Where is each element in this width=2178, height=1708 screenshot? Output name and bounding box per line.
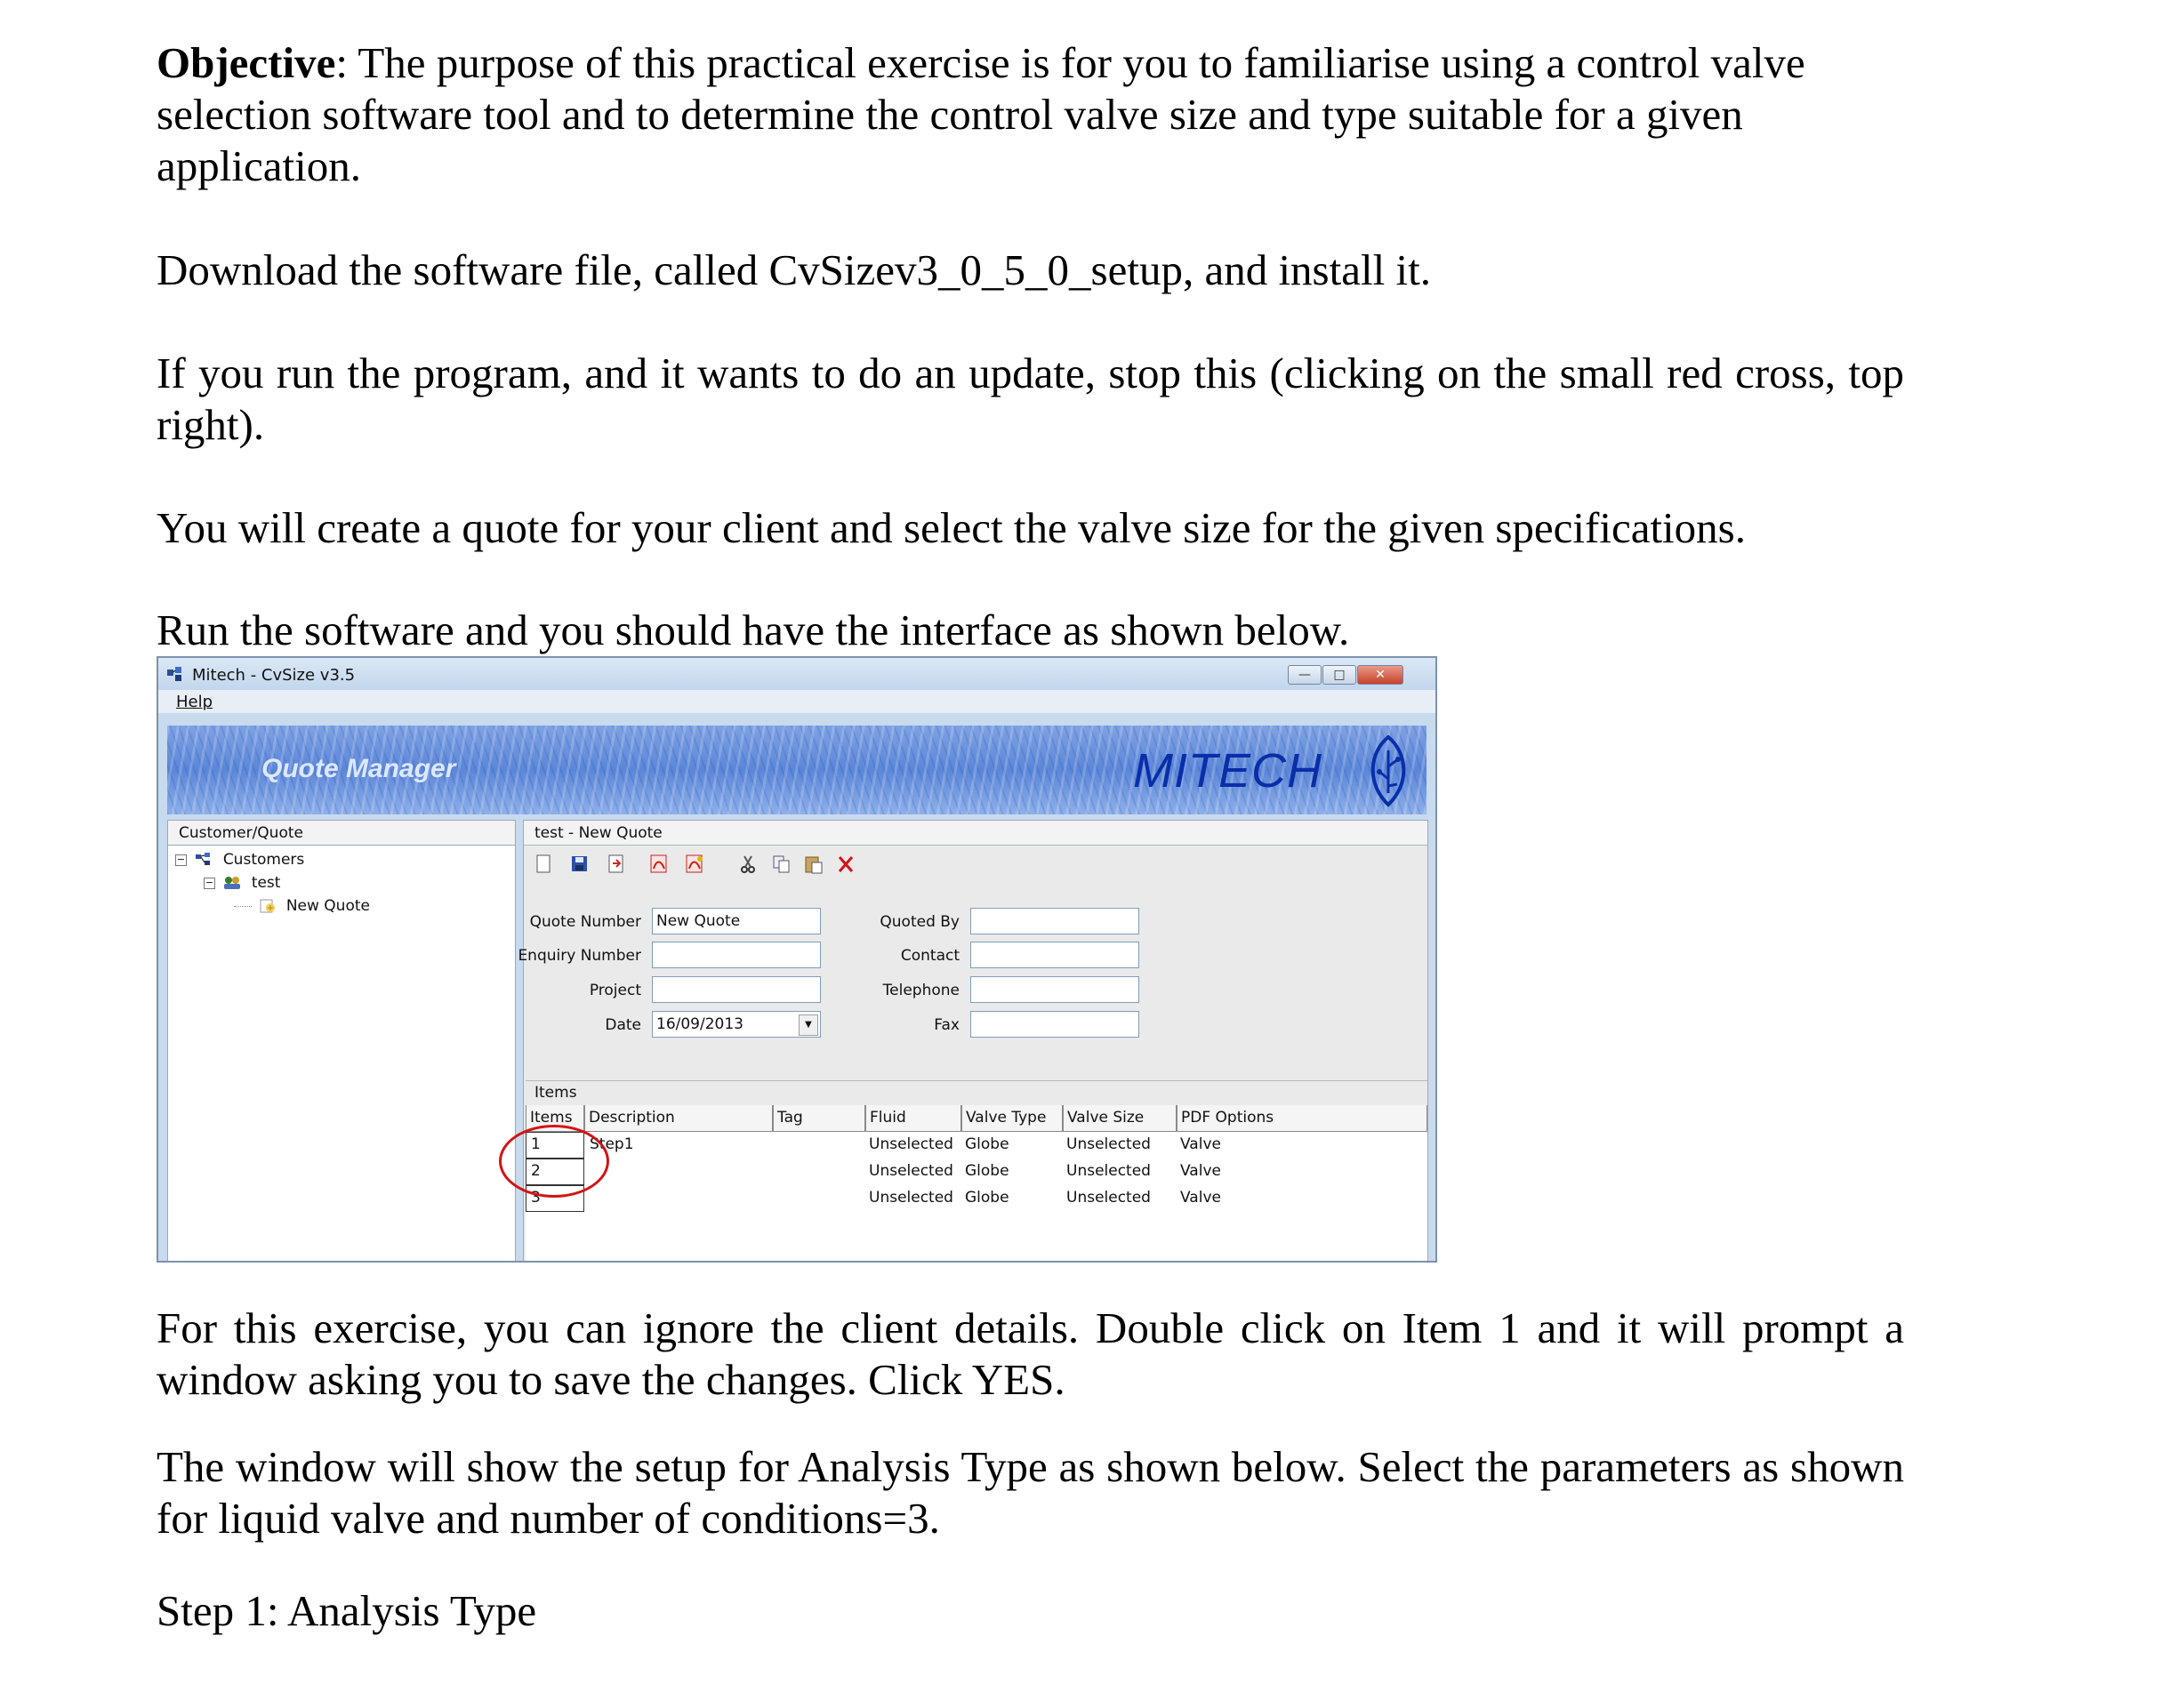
objective-paragraph — [157, 37, 1904, 192]
telephone-label: Telephone — [882, 982, 960, 999]
save-icon[interactable] — [568, 853, 590, 876]
table-cell-pdf-options[interactable]: Valve — [1180, 1162, 1221, 1180]
mitech-logo-icon — [1362, 734, 1414, 807]
chevron-down-icon[interactable]: ▼ — [799, 1014, 818, 1036]
cut-icon[interactable] — [737, 853, 759, 876]
quote-document-icon — [258, 899, 276, 913]
table-cell-valve-size[interactable]: Unselected — [1066, 1189, 1151, 1207]
items-caption: Items — [534, 1084, 577, 1102]
telephone-input[interactable] — [970, 976, 1139, 1003]
quote-number-label: Quote Number — [529, 913, 641, 931]
delete-icon[interactable] — [835, 853, 856, 876]
tree-label-customer: test — [251, 874, 281, 892]
table-cell-valve-size[interactable]: Unselected — [1066, 1162, 1151, 1180]
minimize-button[interactable]: — — [1288, 665, 1322, 685]
quoted-by-label: Quoted By — [880, 913, 960, 931]
table-cell-pdf-options[interactable]: Valve — [1180, 1189, 1221, 1207]
new-document-icon[interactable] — [533, 853, 554, 876]
items-grid — [526, 1105, 1427, 1263]
tree-node-customer[interactable] — [204, 874, 280, 892]
quote-paragraph: You will create a quote for your client and select the valve size for the given specifications. — [157, 503, 1746, 552]
window-title: Mitech - CvSize v3.5 — [192, 666, 356, 685]
pdf-open-icon[interactable] — [684, 853, 705, 876]
step-heading: Step 1: Analysis Type — [157, 1586, 537, 1635]
customer-tree-pane — [167, 820, 516, 1263]
title-bar — [158, 658, 1435, 690]
quote-detail-pane — [518, 820, 1428, 1263]
menu-bar — [158, 690, 1435, 713]
objective-text: : The purpose of this practical exercise is for you to familiarise using a control valve selection software tool and to determine the control valve size and type suitable for a given application. — [157, 38, 1805, 190]
quote-manager-banner — [167, 726, 1427, 814]
table-cell-fluid[interactable]: Unselected — [869, 1189, 953, 1207]
column-header-valve-type[interactable]: Valve Type — [961, 1105, 1063, 1132]
banner-title: Quote Manager — [261, 754, 456, 783]
table-cell-valve-type[interactable]: Globe — [965, 1135, 1009, 1153]
pdf-icon[interactable] — [648, 853, 670, 876]
contact-input[interactable] — [970, 942, 1139, 968]
project-label: Project — [589, 982, 641, 999]
table-cell-pdf-options[interactable]: Valve — [1180, 1135, 1221, 1153]
column-header-description[interactable]: Description — [584, 1105, 773, 1132]
table-cell-valve-size[interactable]: Unselected — [1066, 1135, 1151, 1153]
collapse-icon[interactable]: − — [176, 853, 186, 865]
date-label: Date — [605, 1016, 641, 1034]
paste-icon[interactable] — [803, 853, 824, 876]
date-value: 16/09/2013 — [656, 1015, 743, 1033]
table-cell-valve-type[interactable]: Globe — [965, 1189, 1009, 1207]
export-icon[interactable] — [606, 853, 627, 876]
window-paragraph: The window will show the setup for Analysis Type as shown below. Select the parameters as shown for liquid valve and number of conditions=3. — [157, 1442, 1904, 1543]
maximize-button[interactable]: □ — [1322, 665, 1356, 685]
users-icon — [223, 876, 241, 890]
contact-label: Contact — [900, 947, 960, 965]
quoted-by-input[interactable] — [970, 908, 1139, 934]
ignore-paragraph: For this exercise, you can ignore the client details. Double click on Item 1 and it will prompt a window asking you to save the changes. Click YES. — [157, 1303, 1904, 1404]
cvsize-window — [157, 656, 1437, 1263]
quote-header: test - New Quote — [524, 821, 1427, 846]
enquiry-number-label: Enquiry Number — [518, 947, 641, 965]
table-row-header[interactable]: 1 — [526, 1132, 584, 1159]
run-paragraph: Run the software and you should have the interface as shown below. — [157, 605, 1350, 654]
column-header-pdf-options[interactable]: PDF Options — [1177, 1105, 1427, 1132]
column-header-tag[interactable]: Tag — [773, 1105, 865, 1132]
menu-help[interactable]: Help — [176, 693, 213, 711]
table-cell-valve-type[interactable]: Globe — [965, 1162, 1009, 1180]
table-cell-fluid[interactable]: Unselected — [869, 1162, 953, 1180]
table-row-header[interactable]: 3 — [526, 1185, 584, 1212]
tree-node-quote[interactable] — [234, 897, 370, 915]
tree-label-customers: Customers — [222, 851, 305, 869]
tree-header: Customer/Quote — [168, 821, 515, 846]
table-cell-fluid[interactable]: Unselected — [869, 1135, 953, 1153]
download-paragraph: Download the software file, called CvSizev3_0_5_0_setup, and install it. — [157, 245, 1431, 294]
items-divider — [526, 1080, 1427, 1081]
column-header-valve-size[interactable]: Valve Size — [1063, 1105, 1177, 1132]
app-icon — [167, 667, 183, 681]
column-header-items[interactable]: Items — [526, 1105, 584, 1132]
tree-node-customers[interactable] — [175, 851, 304, 869]
fax-label: Fax — [934, 1016, 960, 1034]
collapse-icon[interactable]: − — [205, 876, 214, 888]
close-button[interactable]: ✕ — [1357, 665, 1403, 685]
table-cell-description[interactable]: Step1 — [590, 1135, 634, 1153]
quote-number-input[interactable]: New Quote — [652, 908, 821, 934]
tree-label-quote: New Quote — [285, 897, 370, 915]
column-header-fluid[interactable]: Fluid — [865, 1105, 961, 1132]
customers-icon — [195, 853, 213, 867]
update-paragraph: If you run the program, and it wants to do an update, stop this (clicking on the small red cross, top right). — [157, 349, 1904, 449]
annotation-circle — [499, 1125, 609, 1198]
copy-icon[interactable] — [771, 853, 792, 876]
table-row-header[interactable]: 2 — [526, 1159, 584, 1185]
objective-label: Objective — [157, 38, 336, 87]
fax-input[interactable] — [970, 1011, 1139, 1038]
brand-logo-text: MITECH — [1133, 744, 1322, 798]
